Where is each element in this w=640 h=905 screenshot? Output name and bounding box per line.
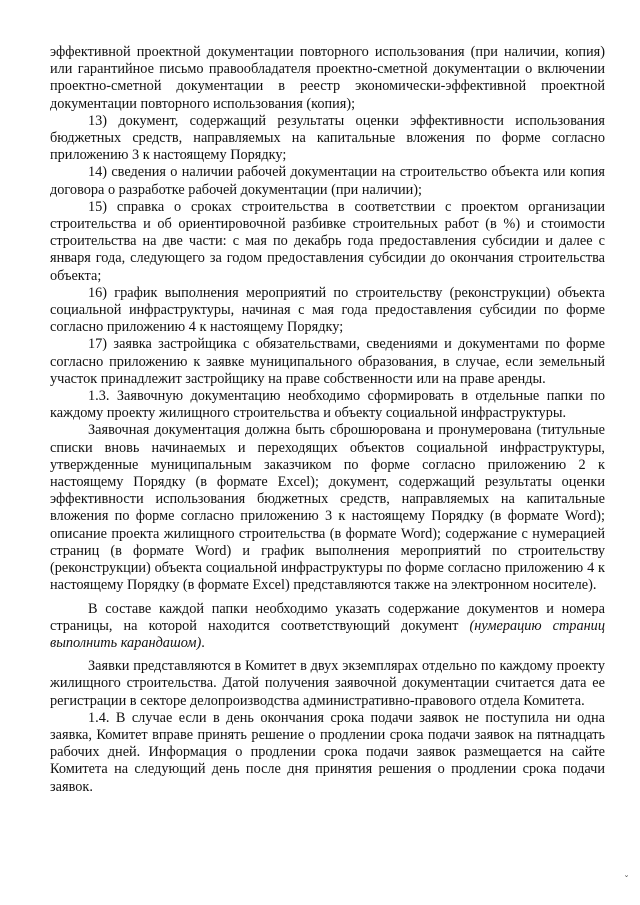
paragraph-section-1-4: 1.4. В случае если в день окончания срока подачи заявок не поступила ни одна заявка, Комитет вправе принять решение о продлении срока подачи заявок на пятнадцать рабочих дней. Информация о продлении срока подачи заявок размещается на сайте Комитета на следующий день после дня принятия решения о продлении срока подачи заявок. <box>50 709 605 795</box>
paragraph-item-16: 16) график выполнения мероприятий по строительству (реконструкции) объекта социальной инфраструктуры, начиная с мая года предоставления субсидии по форме согласно приложению 4 к настоящему Порядку; <box>50 284 605 336</box>
paragraph-continuation-item-12: эффективной проектной документации повторного использования (при наличии, копия) или гарантийное письмо правообладателя проектно-сметной документации о включении проектно-сметной документации в реестр экономически-эффективной проектной документации повторного использования (копия); <box>50 44 605 112</box>
document-page <box>50 44 605 796</box>
folder-contents-tail: . <box>201 634 205 651</box>
paragraph-documentation-format: Заявочная документация должна быть сброшюрована и пронумерована (титульные списки вновь начинаемых и переходящих объектов социальной инфраструктуры, утвержденные муниципальным заказчиком по форме согласно приложению 2 к настоящему Порядку (в формате Excel); документ, содержащий результаты оценки эффективности использования бюджетных средств, направляемых на капитальные вложения по форме согласно приложению 3 к настоящему Порядку (в формате Word); описание проекта жилищного строительства (в формате Word); содержание с нумерацией страниц (в формате Word) и график выполнения мероприятий по строительству (реконструкции) объекта социальной инфраструктуры по форме согласно приложению 4 к настоящему Порядку (в формате Excel) представляются также на электронном носителе). <box>50 422 605 594</box>
pencil-numbering-note: (нумерацию страниц выполнить карандашом) <box>50 617 605 651</box>
paragraph-section-1-3: 1.3. Заявочную документацию необходимо сформировать в отдельные папки по каждому проекту жилищного строительства и объекту социальной инфраструктуры. <box>50 388 605 422</box>
paragraph-item-14: 14) сведения о наличии рабочей документации на строительство объекта или копия договора о разработке рабочей документации (при наличии); <box>50 164 605 198</box>
folder-contents-text: В составе каждой папки необходимо указать содержание документов и номера страницы, на которой находится соответствующий документ <box>50 600 605 634</box>
paragraph-folder-contents <box>50 601 605 653</box>
paragraph-applications-submission: Заявки представляются в Комитет в двух экземплярах отдельно по каждому проекту жилищного строительства. Датой получения заявочной документации считается дата ее регистрации в секторе делопроизводства административно-правового отдела Комитета. <box>50 658 605 709</box>
paragraph-item-15: 15) справка о сроках строительства в соответствии с проектом организации строительства и об ориентировочной разбивке строительных работ (в %) и стоимости строительства на две части: с мая по декабрь года предоставления субсидии и далее с января года, следующего за годом предоставления субсидии до окончания строительства объекта; <box>50 198 605 284</box>
paragraph-item-17: 17) заявка застройщика с обязательствами, сведениями и документами по форме согласно приложению к заявке муниципального образования, в случае, если земельный участок принадлежит застройщику на праве собственности или на праве аренды. <box>50 336 605 387</box>
paragraph-item-13: 13) документ, содержащий результаты оценки эффективности использования бюджетных средств, направляемых на капитальные вложения по форме согласно приложению 3 к настоящему Порядку; <box>50 112 605 164</box>
scan-mark-icon: ˇ <box>624 875 629 886</box>
